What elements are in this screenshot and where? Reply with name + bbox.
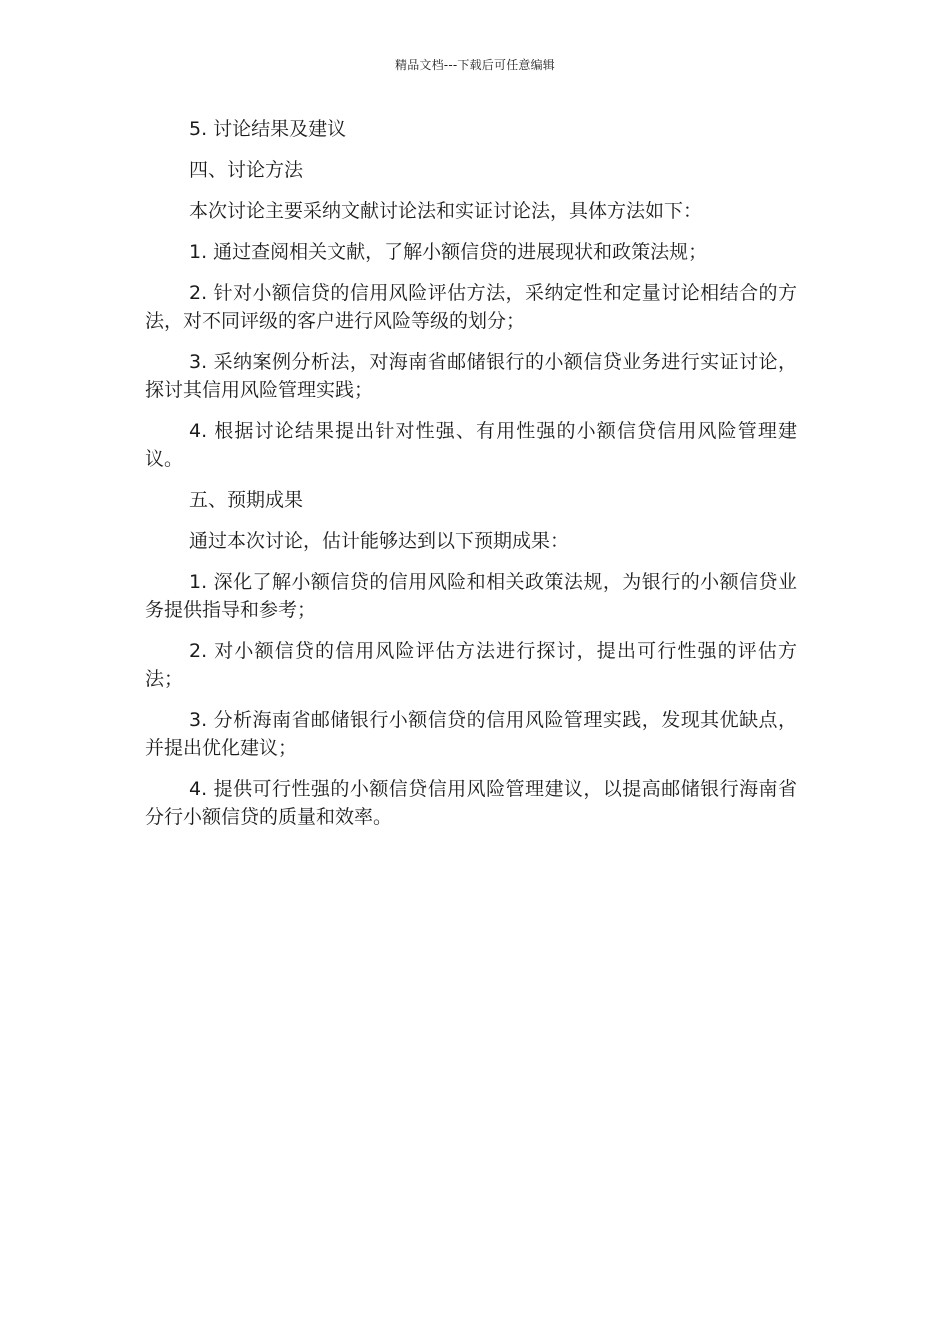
methods-intro: 本次讨论主要采纳文献讨论法和实证讨论法，具体方法如下： [189,200,703,222]
result-item-4: 4. 提供可行性强的小额信贷信用风险管理建议，以提高邮储银行海南省分行小额信贷的质量和效率。 [145,778,797,828]
result-item-2: 2. 对小额信贷的信用风险评估方法进行探讨，提出可行性强的评估方法； [145,640,797,690]
method-item-2: 2. 针对小额信贷的信用风险评估方法，采纳定性和定量讨论相结合的方法，对不同评级的客户进行风险等级的划分； [145,282,797,332]
result-item-1: 1. 深化了解小额信贷的信用风险和相关政策法规，为银行的小额信贷业务提供指导和参考； [145,571,797,621]
section-heading-expected-results: 五、预期成果 [189,489,304,511]
document-body [145,115,797,844]
method-item-1: 1. 通过查阅相关文献，了解小额信贷的进展现状和政策法规； [189,241,708,263]
section-heading-methods: 四、讨论方法 [189,159,304,181]
method-item-4: 4. 根据讨论结果提出针对性强、有用性强的小额信贷信用风险管理建议。 [145,420,797,470]
result-item-3: 3. 分析海南省邮储银行小额信贷的信用风险管理实践，发现其优缺点，并提出优化建议； [145,709,797,759]
page-header-watermark: 精品文档---下载后可任意编辑 [395,58,555,72]
results-intro: 通过本次讨论，估计能够达到以下预期成果： [189,530,570,552]
method-item-3: 3. 采纳案例分析法，对海南省邮储银行的小额信贷业务进行实证讨论，探讨其信用风险管理实践； [145,351,797,401]
list-item-section-4-5: 5. 讨论结果及建议 [189,118,347,140]
